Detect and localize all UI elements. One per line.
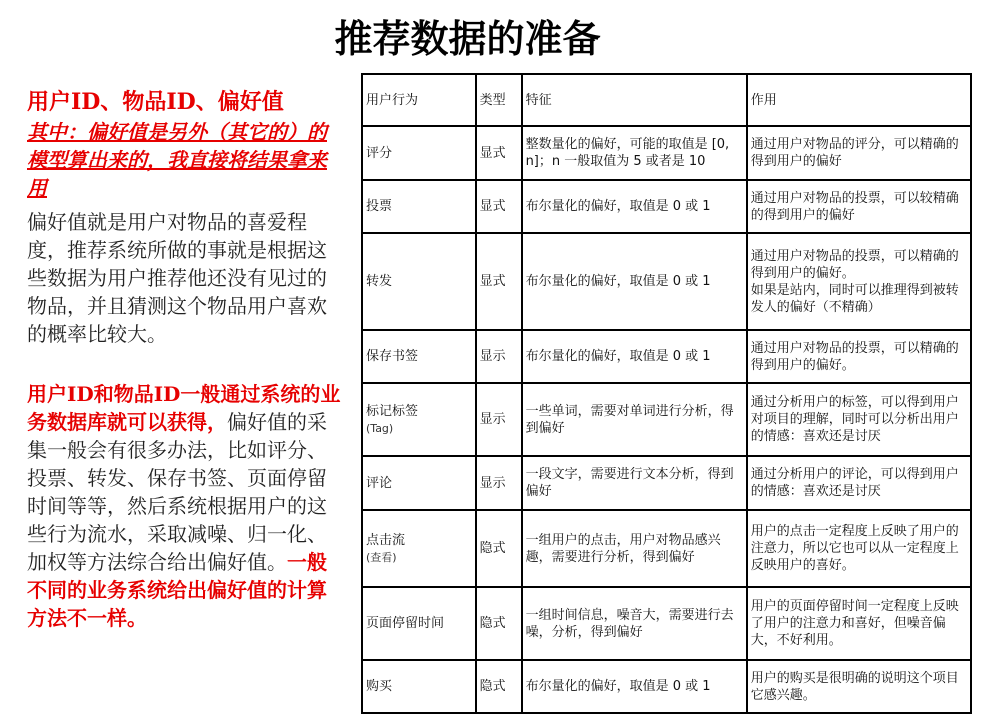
type-text: 显示 <box>479 412 506 427</box>
behavior-table <box>361 73 972 714</box>
feature-cell <box>522 660 747 713</box>
type-cell <box>476 383 522 456</box>
behavior-subtext: (Tag) <box>366 421 394 435</box>
effect-text: 用户的购买是很明确的说明这个项目它感兴趣。 <box>750 670 959 703</box>
feature-cell <box>522 587 747 660</box>
data-source-paragraph <box>27 380 342 632</box>
page-title: 推荐数据的准备 <box>334 17 601 61</box>
feature-cell <box>522 510 747 587</box>
type-cell <box>476 660 522 713</box>
id-source-text: 用户ID和物品ID一般通过系统的业务数据库就可以获得， <box>27 382 341 434</box>
behavior-text: 标记标签 <box>366 403 419 419</box>
effect-text: 用户的页面停留时间一定程度上反映了用户的注意力和喜好，但噪音偏大，不好利用。 <box>750 599 959 648</box>
type-text: 显式 <box>479 199 506 214</box>
behavior-cell <box>362 587 476 660</box>
preference-note: 其中：偏好值是另外（其它的）的模型算出来的，我直接将结果拿来用 <box>27 120 327 200</box>
effect-cell <box>747 383 971 456</box>
type-cell <box>476 180 522 233</box>
type-text: 隐式 <box>479 616 506 631</box>
behavior-cell <box>362 510 476 587</box>
effect-text: 通过用户对物品的评分，可以精确的得到用户的偏好 <box>750 137 959 169</box>
feature-text: 布尔量化的偏好，取值是 0 或 1 <box>525 349 711 364</box>
table-row <box>362 510 971 587</box>
effect-cell <box>747 126 971 180</box>
calculation-difference-text: 一般不同的业务系统给出偏好值的计算方法不一样。 <box>27 550 327 630</box>
type-text: 显式 <box>479 145 506 161</box>
behavior-text: 转发 <box>366 274 393 289</box>
feature-text: 一段文字，需要进行文本分析，得到偏好 <box>525 467 734 499</box>
preference-description: 偏好值就是用户对物品的喜爱程度，推荐系统所做的事就是根据这些数据为用户推荐他还没有见过的物品，并且猜测这个物品用户喜欢的概率比较大。 <box>27 210 327 346</box>
left-text-panel <box>27 86 342 632</box>
table-row <box>362 126 971 180</box>
feature-text: 一组时间信息，噪音大，需要进行去噪，分析，得到偏好 <box>525 607 734 640</box>
table-row <box>362 330 971 383</box>
collection-methods-text: 偏好值的采集一般会有很多办法，比如评分、投票、转发、保存书签、页面停留时间等等，然后系统根据用户的这些行为流水，采取减噪、归一化、加权等方法综合给出偏好值。 <box>27 410 327 574</box>
effect-cell <box>747 330 971 383</box>
behavior-cell <box>362 383 476 456</box>
type-text: 显示 <box>479 475 506 491</box>
effect-text: 通过用户对物品的投票，可以较精确的得到用户的偏好 <box>750 190 959 223</box>
effect-text: 用户的点击一定程度上反映了用户的注意力，所以它也可以从一定程度上反映用户的喜好。 <box>750 524 959 573</box>
effect-cell <box>747 660 971 713</box>
table-row <box>362 587 971 660</box>
header-behavior: 用户行为 <box>362 74 476 126</box>
behavior-text: 投票 <box>366 199 393 214</box>
behavior-text: 页面停留时间 <box>366 616 445 631</box>
header-effect: 作用 <box>747 74 971 126</box>
data-fields-heading: 用户ID、物品ID、偏好值 <box>27 89 284 115</box>
effect-cell <box>747 233 971 330</box>
behavior-text: 评分 <box>366 145 393 161</box>
behavior-text: 购买 <box>366 679 393 694</box>
effect-cell <box>747 180 971 233</box>
feature-cell <box>522 456 747 510</box>
feature-text: 整数量化的偏好，可能的取值是 [0, n]；n 一般取值为 5 或者是 10 <box>525 137 730 169</box>
table-row <box>362 180 971 233</box>
header-type: 类型 <box>476 74 522 126</box>
type-text: 显示 <box>479 349 506 364</box>
behavior-subtext: (查看) <box>366 550 397 564</box>
header-feature: 特征 <box>522 74 747 126</box>
effect-text: 通过用户对物品的投票，可以精确的得到用户的偏好。 <box>750 340 959 373</box>
table-row <box>362 383 971 456</box>
effect-text: 通过用户对物品的投票，可以精确的得到用户的偏好。 如果是站内，同时可以推理得到被转发人的偏好（不精确） <box>750 248 959 315</box>
table-row <box>362 456 971 510</box>
feature-text: 布尔量化的偏好，取值是 0 或 1 <box>525 274 711 289</box>
feature-text: 布尔量化的偏好，取值是 0 或 1 <box>525 679 711 694</box>
effect-cell <box>747 456 971 510</box>
behavior-text: 评论 <box>366 475 393 491</box>
behavior-text: 保存书签 <box>366 349 419 364</box>
type-text: 隐式 <box>479 541 506 556</box>
table-row <box>362 233 971 330</box>
effect-cell <box>747 587 971 660</box>
behavior-cell <box>362 233 476 330</box>
table-header-row <box>362 74 971 126</box>
behavior-cell <box>362 456 476 510</box>
feature-text: 一些单词，需要对单词进行分析，得到偏好 <box>525 403 734 436</box>
type-cell <box>476 510 522 587</box>
type-cell <box>476 330 522 383</box>
behavior-cell <box>362 126 476 180</box>
feature-text: 一组用户的点击，用户对物品感兴趣，需要进行分析，得到偏好 <box>525 532 721 565</box>
behavior-text: 点击流 <box>366 532 406 548</box>
feature-cell <box>522 383 747 456</box>
feature-cell <box>522 330 747 383</box>
type-cell <box>476 233 522 330</box>
type-cell <box>476 587 522 660</box>
type-text: 隐式 <box>479 679 506 694</box>
table-row <box>362 660 971 713</box>
feature-cell <box>522 233 747 330</box>
effect-text: 通过分析用户的标签，可以得到用户对项目的理解，同时可以分析出用户的情感：喜欢还是讨厌 <box>750 395 959 444</box>
effect-cell <box>747 510 971 587</box>
type-cell <box>476 126 522 180</box>
feature-text: 布尔量化的偏好，取值是 0 或 1 <box>525 199 711 214</box>
behavior-cell <box>362 330 476 383</box>
effect-text: 通过分析用户的评论，可以得到用户的情感：喜欢还是讨厌 <box>750 467 959 499</box>
behavior-cell <box>362 660 476 713</box>
feature-cell <box>522 126 747 180</box>
behavior-cell <box>362 180 476 233</box>
type-text: 显式 <box>479 274 506 289</box>
feature-cell <box>522 180 747 233</box>
type-cell <box>476 456 522 510</box>
